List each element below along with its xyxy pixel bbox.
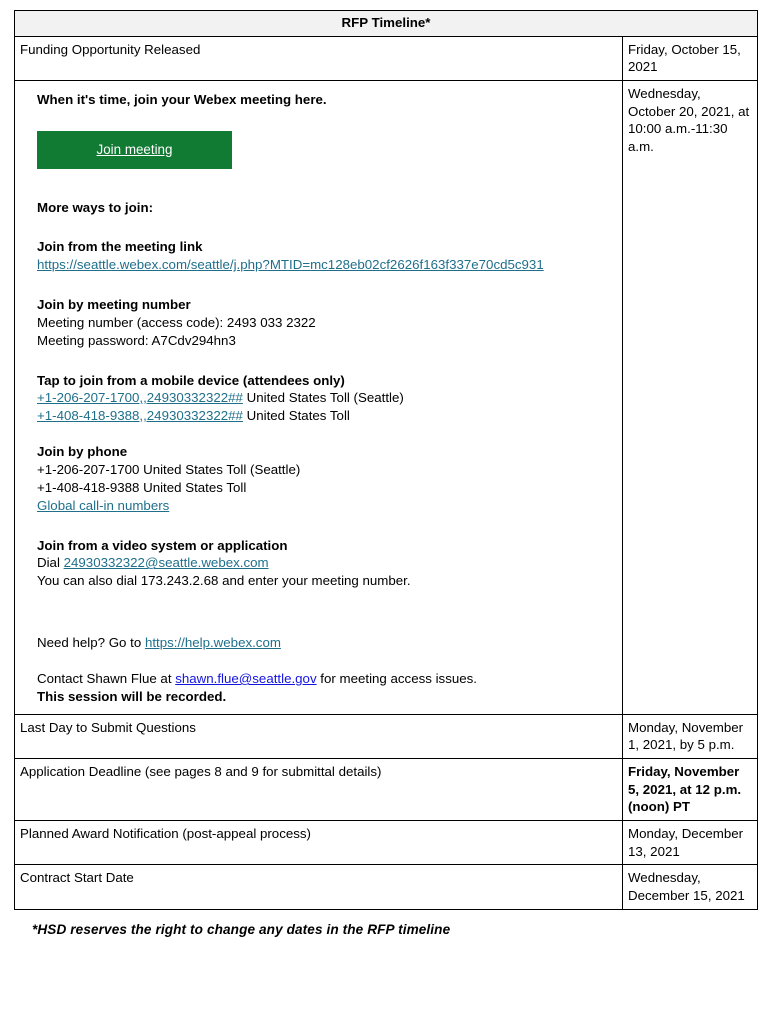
webex-help-link[interactable]: https://help.webex.com bbox=[144, 635, 281, 651]
meeting-link-line bbox=[37, 256, 616, 274]
event-funding-opportunity-released: Funding Opportunity Released bbox=[15, 36, 623, 80]
global-call-in-line bbox=[37, 497, 616, 515]
contact-prefix: Contact Shawn Flue at bbox=[37, 671, 176, 687]
table-title: RFP Timeline* bbox=[15, 11, 758, 37]
session-recorded-note: This session will be recorded. bbox=[37, 688, 227, 704]
table-row bbox=[15, 865, 758, 909]
mobile-dial-label-1: United States Toll (Seattle) bbox=[242, 390, 404, 406]
date-planned-award-notification: Monday, December 13, 2021 bbox=[623, 821, 758, 865]
phone-number-line-2: +1-408-418-9388 United States Toll bbox=[37, 479, 247, 495]
spacer bbox=[37, 425, 616, 443]
mobile-dial-link-1[interactable]: +1-206-207-1700,,24930332322## bbox=[37, 390, 243, 406]
meeting-password-line: Meeting password: A7Cdv294hn3 bbox=[37, 332, 236, 348]
table-row bbox=[15, 81, 758, 715]
spacer bbox=[37, 216, 616, 238]
event-last-day-submit-questions: Last Day to Submit Questions bbox=[15, 714, 623, 758]
spacer bbox=[37, 274, 616, 296]
event-contract-start-date: Contract Start Date bbox=[15, 865, 623, 909]
webex-meeting-details-cell bbox=[15, 81, 623, 715]
spacer bbox=[37, 590, 616, 634]
contact-line bbox=[37, 670, 616, 688]
date-webex-meeting: Wednesday, October 20, 2021, at 10:00 a.m.-11:30 a.m. bbox=[623, 81, 758, 715]
event-planned-award-notification: Planned Award Notification (post-appeal process) bbox=[15, 821, 623, 865]
mobile-dial-line-1 bbox=[37, 389, 616, 407]
table-row bbox=[15, 821, 758, 865]
date-contract-start-date: Wednesday, December 15, 2021 bbox=[623, 865, 758, 909]
webex-intro-heading: When it's time, join your Webex meeting here. bbox=[37, 92, 327, 108]
phone-number-line-1: +1-206-207-1700 United States Toll (Seattle) bbox=[37, 461, 301, 477]
need-help-prefix: Need help? Go to bbox=[37, 635, 145, 651]
table-row bbox=[15, 36, 758, 80]
table-row bbox=[15, 714, 758, 758]
tap-to-join-mobile-heading: Tap to join from a mobile device (attendees only) bbox=[37, 372, 345, 388]
spacer bbox=[37, 109, 616, 131]
join-by-phone-heading: Join by phone bbox=[37, 444, 128, 460]
meeting-number-line: Meeting number (access code): 2493 033 2322 bbox=[37, 314, 316, 330]
join-from-meeting-link-heading: Join from the meeting link bbox=[37, 239, 203, 255]
video-dial-line bbox=[37, 554, 616, 572]
contact-email-link[interactable]: shawn.flue@seattle.gov bbox=[175, 671, 317, 687]
video-alternate-dial-line: You can also dial 173.243.2.68 and enter your meeting number. bbox=[37, 573, 411, 589]
mobile-dial-link-2[interactable]: +1-408-418-9388,,24930332322## bbox=[37, 408, 243, 424]
timeline-footnote: *HSD reserves the right to change any dates in the RFP timeline bbox=[32, 921, 451, 937]
spacer bbox=[37, 350, 616, 372]
need-help-line bbox=[37, 634, 616, 652]
mobile-dial-line-2 bbox=[37, 407, 616, 425]
table-header-row bbox=[15, 11, 758, 37]
spacer bbox=[37, 169, 616, 199]
mobile-dial-label-2: United States Toll bbox=[242, 408, 350, 424]
join-meeting-button[interactable]: Join meeting bbox=[37, 131, 232, 169]
more-ways-to-join-heading: More ways to join: bbox=[37, 199, 153, 215]
meeting-link-url[interactable]: https://seattle.webex.com/seattle/j.php?MTID=mc128eb02cf2626f163f337e70cd5c931 bbox=[37, 257, 544, 273]
join-by-meeting-number-heading: Join by meeting number bbox=[37, 296, 191, 312]
event-application-deadline: Application Deadline (see pages 8 and 9 for submittal details) bbox=[15, 758, 623, 820]
date-application-deadline: Friday, November 5, 2021, at 12 p.m. (noon) PT bbox=[623, 758, 758, 820]
global-call-in-numbers-link[interactable]: Global call-in numbers bbox=[37, 497, 170, 513]
date-last-day-submit-questions: Monday, November 1, 2021, by 5 p.m. bbox=[623, 714, 758, 758]
table-row bbox=[15, 758, 758, 820]
video-dial-address-link[interactable]: 24930332322@seattle.webex.com bbox=[63, 555, 269, 571]
date-funding-opportunity-released: Friday, October 15, 2021 bbox=[623, 36, 758, 80]
spacer bbox=[37, 652, 616, 670]
rfp-timeline-table bbox=[14, 10, 758, 910]
spacer bbox=[37, 515, 616, 537]
join-from-video-system-heading: Join from a video system or application bbox=[37, 537, 288, 553]
contact-suffix: for meeting access issues. bbox=[316, 671, 477, 687]
video-dial-prefix: Dial bbox=[37, 555, 64, 571]
